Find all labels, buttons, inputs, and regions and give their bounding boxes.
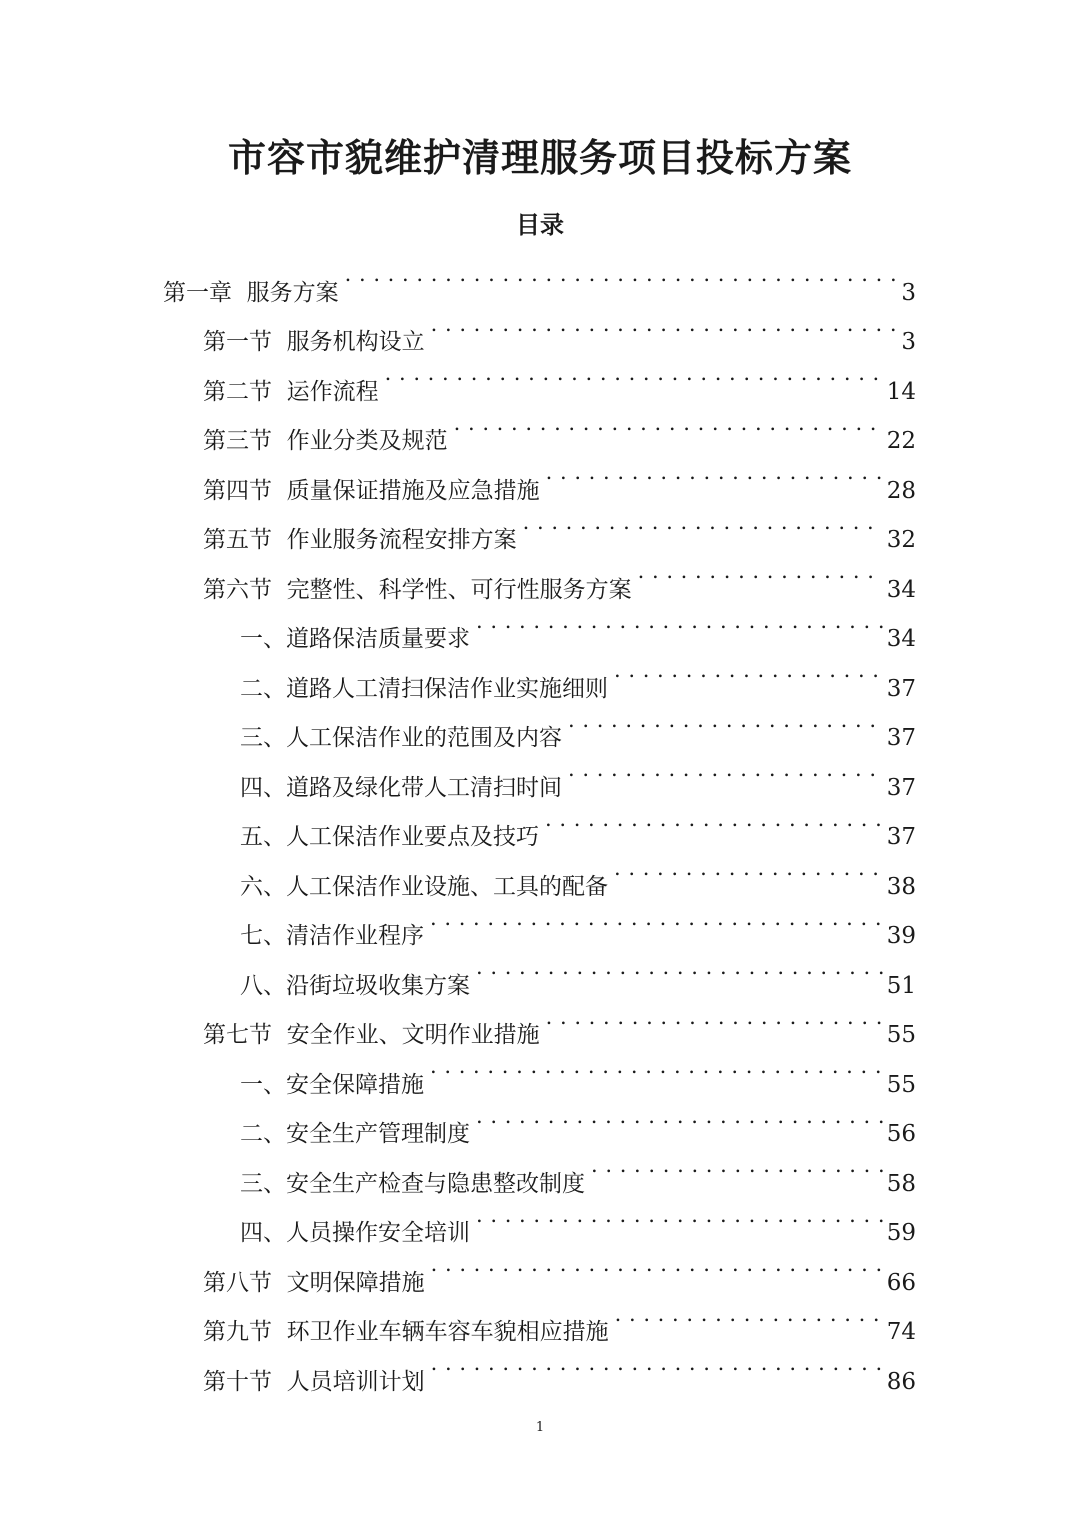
toc-entry-label: 三、安全生产检查与隐患整改制度	[240, 1170, 585, 1197]
toc-entry-page-number: 56	[886, 1121, 916, 1147]
toc-entry-page-number: 86	[886, 1368, 916, 1395]
toc-entry[interactable]	[0, 597, 916, 652]
toc-entry-page-number: 37	[886, 725, 916, 751]
toc-entry-page-number: 66	[886, 1269, 916, 1296]
toc-entry-page-number: 38	[886, 873, 916, 900]
toc-leader-dots	[546, 993, 883, 1043]
toc-entry-label: 七、清洁作业程序	[240, 923, 424, 949]
toc-entry[interactable]	[0, 547, 916, 603]
toc-leader-dots	[546, 448, 883, 498]
toc-entry[interactable]	[0, 448, 916, 504]
toc-leader-dots	[523, 498, 883, 548]
toc-entry[interactable]	[0, 1042, 916, 1098]
toc-entry-label: 四、人员操作安全培训	[240, 1220, 470, 1246]
toc-leader-dots	[431, 1339, 883, 1389]
toc-entry-label: 一、安全保障措施	[240, 1071, 424, 1098]
toc-leader-dots	[476, 943, 883, 993]
toc-entry-page-number: 28	[886, 477, 916, 504]
toc-entry-page-number: 37	[886, 824, 916, 850]
toc-entry[interactable]	[0, 1141, 916, 1197]
toc-leader-dots	[430, 1042, 883, 1092]
toc-entry-page-number: 37	[886, 774, 916, 801]
toc-entry-label: 第八节 文明保障措施	[203, 1269, 425, 1296]
toc-entry-label: 五、人工保洁作业要点及技巧	[240, 824, 539, 850]
toc-entry[interactable]	[0, 795, 916, 850]
toc-leader-dots	[614, 646, 883, 696]
toc-leader-dots	[615, 1290, 883, 1340]
toc-entry-label: 一、道路保洁质量要求	[240, 626, 470, 652]
toc-entry[interactable]	[0, 498, 916, 553]
toc-entry[interactable]	[0, 696, 916, 751]
toc-entry[interactable]	[0, 745, 916, 801]
toc-entry-label: 六、人工保洁作业设施、工具的配备	[240, 873, 608, 900]
toc-leader-dots	[454, 399, 883, 449]
toc-leader-dots	[431, 1240, 883, 1290]
toc-entry[interactable]	[0, 1191, 916, 1246]
toc-entry-page-number: 55	[886, 1071, 916, 1098]
toc-entry-page-number: 32	[886, 527, 916, 553]
toc-entry-page-number: 51	[886, 972, 916, 999]
toc-leader-dots	[431, 300, 898, 350]
toc-entry-page-number: 74	[886, 1319, 916, 1345]
toc-leader-dots	[476, 1092, 883, 1142]
toc-entry-label: 二、道路人工清扫保洁作业实施细则	[240, 675, 608, 702]
toc-entry-page-number: 14	[886, 378, 916, 405]
toc-entry[interactable]	[0, 250, 916, 306]
toc-entry[interactable]	[0, 1240, 916, 1296]
toc-entry[interactable]	[0, 943, 916, 999]
toc-leader-dots	[638, 547, 883, 597]
toc-entry-label: 第九节 环卫作业车辆车容车貌相应措施	[203, 1319, 609, 1345]
toc-entry-label: 第五节 作业服务流程安排方案	[203, 527, 517, 553]
toc-entry[interactable]	[0, 300, 916, 355]
document-title: 市容市貌维护清理服务项目投标方案	[227, 135, 852, 180]
toc-entry-page-number: 37	[886, 675, 916, 702]
page-number: 1	[535, 1420, 545, 1435]
toc-entry-page-number: 59	[886, 1220, 916, 1246]
toc-entry-page-number: 34	[886, 626, 916, 652]
toc-entry-label: 三、人工保洁作业的范围及内容	[240, 725, 562, 751]
toc-entry-page-number: 55	[886, 1022, 916, 1048]
toc-entry-label: 第十节 人员培训计划	[203, 1368, 425, 1395]
toc-entry[interactable]	[0, 646, 916, 702]
toc-entry-label: 二、安全生产管理制度	[240, 1121, 470, 1147]
toc-entry-label: 第三节 作业分类及规范	[203, 428, 448, 454]
toc-leader-dots	[345, 250, 898, 300]
toc-entry[interactable]	[0, 1092, 916, 1147]
toc-entry[interactable]	[0, 349, 916, 405]
toc-leader-dots	[568, 696, 883, 746]
toc-entry-page-number: 22	[886, 428, 916, 454]
toc-entry-page-number: 3	[901, 279, 916, 306]
toc-entry[interactable]	[0, 399, 916, 454]
toc-entry-label: 第一章 服务方案	[163, 279, 339, 306]
toc-leader-dots	[614, 844, 883, 894]
toc-entry-page-number: 3	[901, 329, 916, 355]
toc-leader-dots	[385, 349, 883, 399]
toc-leader-dots	[476, 1191, 883, 1241]
toc-entry-label: 第一节 服务机构设立	[203, 329, 425, 355]
table-of-contents	[0, 250, 1080, 1395]
toc-leader-dots	[430, 894, 883, 944]
toc-entry-label: 四、道路及绿化带人工清扫时间	[240, 774, 562, 801]
toc-entry-page-number: 39	[886, 923, 916, 949]
toc-leader-dots	[591, 1141, 883, 1191]
toc-entry-label: 第二节 运作流程	[203, 378, 379, 405]
toc-entry-label: 第六节 完整性、科学性、可行性服务方案	[203, 576, 632, 603]
toc-heading: 目录	[516, 210, 564, 239]
toc-leader-dots	[545, 795, 883, 845]
toc-leader-dots	[568, 745, 883, 795]
toc-entry-label: 第四节 质量保证措施及应急措施	[203, 477, 540, 504]
toc-entry[interactable]	[0, 1339, 916, 1395]
toc-entry[interactable]	[0, 1290, 916, 1345]
toc-entry[interactable]	[0, 894, 916, 949]
toc-entry-page-number: 34	[886, 576, 916, 603]
toc-entry-page-number: 58	[886, 1170, 916, 1197]
toc-leader-dots	[476, 597, 883, 647]
toc-entry[interactable]	[0, 993, 916, 1048]
toc-entry[interactable]	[0, 844, 916, 900]
toc-entry-label: 八、沿街垃圾收集方案	[240, 972, 470, 999]
toc-entry-label: 第七节 安全作业、文明作业措施	[203, 1022, 540, 1048]
